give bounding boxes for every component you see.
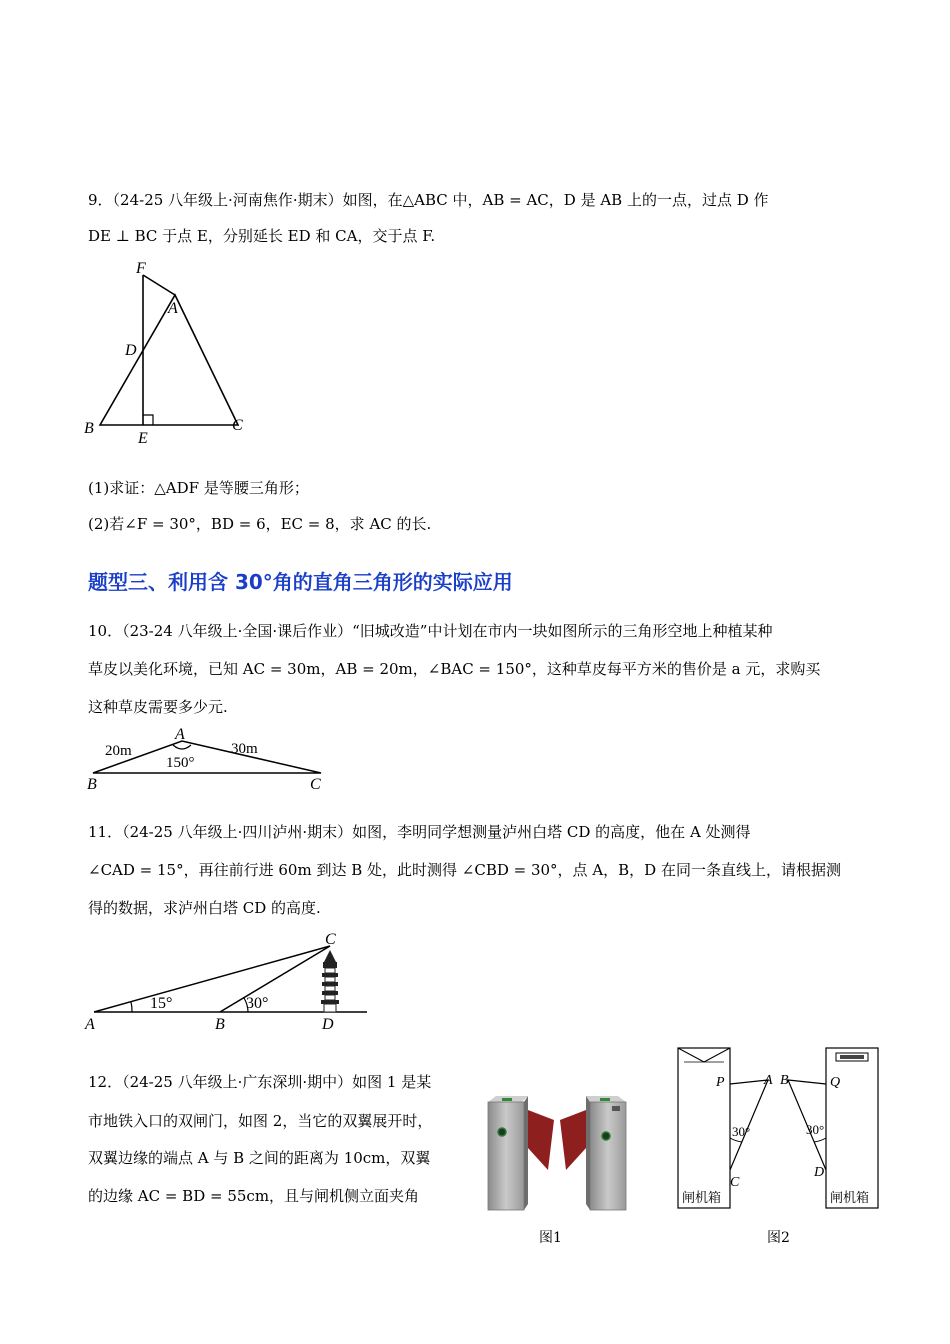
q12-figure2 — [672, 1040, 882, 1215]
label-f: F — [136, 260, 146, 277]
angle-arc — [173, 745, 191, 749]
q11-figure — [82, 928, 372, 1038]
label-30: 30° — [246, 995, 269, 1012]
label-c: C — [730, 1175, 740, 1190]
label-angle-left: 30° — [732, 1124, 751, 1139]
label-15: 15° — [150, 995, 173, 1012]
q11-line1: 11．（24-25 八年级上·四川泸州·期末）如图，李明同学想测量泸州白塔 CD 的高度，他在 A 处测得 — [88, 823, 751, 841]
label-a: A — [764, 1073, 773, 1088]
label-c: C — [310, 776, 321, 793]
line-ac — [94, 946, 330, 1012]
label-c: C — [232, 417, 243, 434]
q10-line1: 10．（23-24 八年级上·全国·课后作业）“旧城改造”中计划在市内一块如图所示的三角形空地上种植某种 — [88, 622, 773, 640]
label-box-right: 闸机箱 — [830, 1190, 870, 1205]
pagoda-icon — [321, 950, 339, 1012]
right-gate-icon — [560, 1096, 626, 1210]
label-b: B — [215, 1016, 225, 1033]
figure2-caption: 图2 — [767, 1230, 790, 1246]
q11-line2: ∠CAD = 15°，再往前行进 60m 到达 B 处，此时测得 ∠CBD = 30°，点 A，B，D 在同一条直线上，请根据测 — [88, 861, 841, 879]
line-fa — [143, 275, 175, 295]
label-ab: 20m — [105, 743, 132, 759]
line-bc — [220, 946, 330, 1012]
label-b: B — [780, 1073, 789, 1088]
arc-15 — [131, 1002, 132, 1012]
q12-line4: 的边缘 AC = BD = 55cm，且与闸机侧立面夹角 — [88, 1187, 420, 1205]
figure1-caption: 图1 — [539, 1230, 562, 1246]
q12-line2: 市地铁入口的双闸门，如图 2，当它的双翼展开时， — [88, 1112, 433, 1130]
left-gate-icon — [488, 1096, 554, 1210]
right-angle-mark — [143, 415, 153, 425]
label-c: C — [325, 931, 336, 948]
label-a: A — [168, 300, 178, 317]
left-box — [678, 1048, 730, 1208]
q10-line2: 草皮以美化环境，已知 AC = 30m，AB = 20m，∠BAC = 150°，这种草皮每平方米的售价是 a 元，求购买 — [88, 660, 821, 678]
label-b: B — [87, 776, 97, 793]
label-a: A — [175, 726, 185, 743]
label-angle: 150° — [166, 755, 195, 771]
q9-line1: 9．（24-25 八年级上·河南焦作·期末）如图，在△ABC 中，AB = AC，D 是 AB 上的一点，过点 D 作 — [88, 191, 769, 209]
q11-line3: 得的数据，求泸州白塔 CD 的高度. — [88, 899, 321, 917]
q12-figure1 — [482, 1070, 632, 1215]
label-q: Q — [830, 1075, 841, 1090]
label-box-left: 闸机箱 — [682, 1190, 722, 1205]
q12-line3: 双翼边缘的端点 A 与 B 之间的距离为 10cm，双翼 — [88, 1149, 431, 1167]
label-angle-right: 30° — [806, 1122, 825, 1137]
label-p: P — [716, 1075, 725, 1090]
label-ac: 30m — [231, 741, 258, 757]
q9-figure — [80, 255, 260, 445]
label-d: D — [814, 1165, 825, 1180]
q12-line1: 12．（24-25 八年级上·广东深圳·期中）如图 1 是某 — [88, 1073, 432, 1091]
q10-line3: 这种草皮需要多少元. — [88, 698, 228, 716]
section-title: 题型三、利用含 30°角的直角三角形的实际应用 — [88, 570, 513, 594]
right-angle-arc — [814, 1138, 826, 1142]
label-e: E — [138, 430, 148, 447]
label-a: A — [85, 1016, 95, 1033]
label-d: D — [125, 342, 137, 359]
q10-figure — [85, 725, 335, 795]
q9-line2: DE ⊥ BC 于点 E，分别延长 ED 和 CA，交于点 F. — [88, 227, 436, 245]
right-box — [826, 1048, 878, 1208]
q9-part2: (2)若∠F = 30°，BD = 6，EC = 8，求 AC 的长. — [88, 515, 432, 533]
q9-part1: (1)求证：△ADF 是等腰三角形； — [88, 479, 309, 497]
label-b: B — [84, 420, 94, 437]
label-d: D — [322, 1016, 334, 1033]
